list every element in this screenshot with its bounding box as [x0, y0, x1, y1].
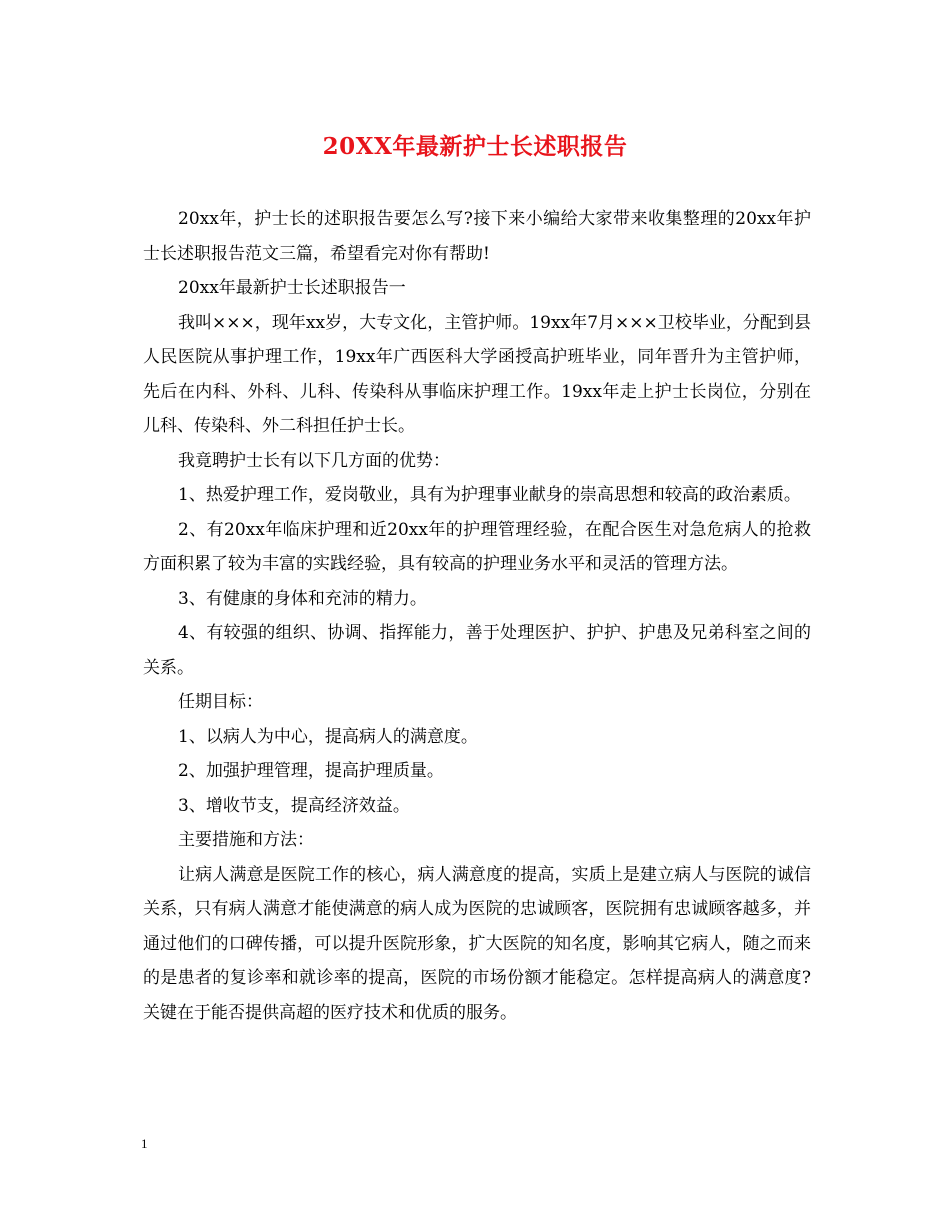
document-title: 20XX年最新护士长述职报告	[322, 133, 628, 160]
advantage-item-3: 3、有健康的身体和充沛的精力。	[178, 588, 427, 609]
page-number: 1	[141, 1136, 148, 1151]
advantages-heading: 我竟聘护士长有以下几方面的优势：	[178, 450, 450, 471]
section-heading: 20xx年最新护士长述职报告一	[178, 278, 406, 298]
self-introduction-paragraph: 我叫×××，现年xx岁，大专文化，主管护师。19xx年7月×××卫校毕业，分配到县人民医院从事护理工作，19xx年广西医科大学函授高护班毕业，同年晋升为主管护师，先后在内科、外科、儿科、传染科从事临床护理工作。19xx年走上护士长岗位，分别在儿科、传染科、外二科担任护士长。	[143, 312, 811, 436]
goal-item-2: 2、加强护理管理，提高护理质量。	[178, 761, 444, 781]
advantage-item-1: 1、热爱护理工作，爱岗敬业，具有为护理事业献身的崇高思想和较高的政治素质。	[178, 485, 801, 505]
advantage-item-2: 2、有20xx年临床护理和近20xx年的护理管理经验，在配合医生对急危病人的抢救方面积累了较为丰富的实践经验，具有较高的护理业务水平和灵活的管理方法。	[143, 519, 811, 574]
document-body	[143, 202, 811, 1030]
measures-paragraph: 让病人满意是医院工作的核心，病人满意度的提高，实质上是建立病人与医院的诚信关系，只有病人满意才能使满意的病人成为医院的忠诚顾客，医院拥有忠诚顾客越多，并通过他们的口碑传播，可以提升医院形象，扩大医院的知名度，影响其它病人，随之而来的是患者的复诊率和就诊率的提高，医院的市场份额才能稳定。怎样提高病人的满意度?关键在于能否提供高超的医疗技术和优质的服务。	[143, 864, 811, 1023]
goal-item-1: 1、以病人为中心，提高病人的满意度。	[178, 726, 478, 747]
goal-item-3: 3、增收节支，提高经济效益。	[178, 795, 410, 816]
goals-heading: 任期目标：	[178, 692, 263, 712]
intro-paragraph: 20xx年，护士长的述职报告要怎么写?接下来小编给大家带来收集整理的20xx年护士长述职报告范文三篇，希望看完对你有帮助!	[143, 209, 811, 264]
advantage-item-4: 4、有较强的组织、协调、指挥能力，善于处理医护、护护、护患及兄弟科室之间的关系。	[143, 623, 811, 678]
measures-heading: 主要措施和方法：	[178, 830, 314, 850]
